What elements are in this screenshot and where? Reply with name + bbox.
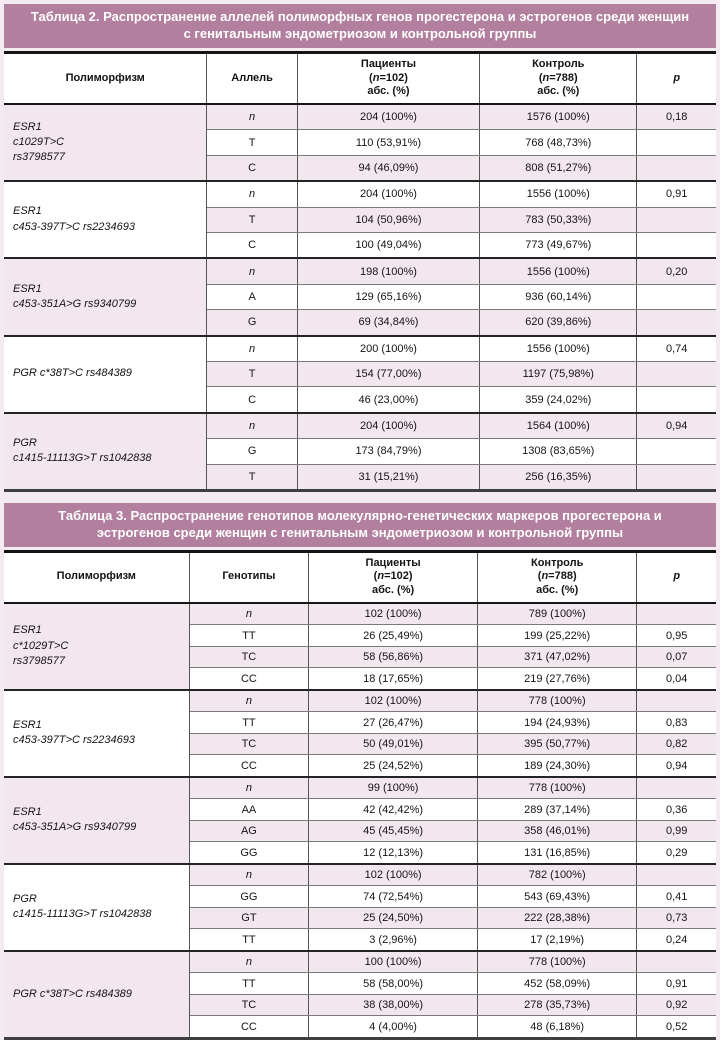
polymorphism-cell: ESR1 c453-397T>C rs2234693	[4, 690, 189, 777]
table-row	[4, 777, 716, 799]
control-value-cell: 278 (35,73%)	[477, 994, 636, 1016]
p-value-cell	[637, 232, 716, 258]
allele-genotype-cell: TT	[189, 973, 309, 995]
patients-value-cell: 204 (100%)	[297, 413, 479, 439]
control-value-cell: 1556 (100%)	[480, 181, 637, 207]
patients-value-cell: 69 (34,84%)	[297, 310, 479, 336]
table2-section	[4, 4, 716, 492]
control-value-cell: 358 (46,01%)	[477, 820, 636, 842]
allele-genotype-cell: T	[207, 464, 297, 490]
allele-genotype-cell: C	[207, 155, 297, 181]
allele-genotype-cell: T	[207, 361, 297, 386]
allele-genotype-cell: TC	[189, 733, 309, 755]
p-value-cell: 0,36	[637, 799, 716, 821]
control-value-cell: 1308 (83,65%)	[480, 439, 637, 464]
control-value-cell: 778 (100%)	[477, 951, 636, 973]
allele-genotype-cell: TT	[189, 929, 309, 951]
p-value-cell: 0,04	[637, 668, 716, 690]
patients-value-cell: 42 (42,42%)	[309, 799, 478, 821]
header-row	[4, 551, 716, 603]
control-value-cell: 371 (47,02%)	[477, 646, 636, 668]
p-value-cell: 0,99	[637, 820, 716, 842]
control-value-cell: 1197 (75,98%)	[480, 361, 637, 386]
patients-value-cell: 12 (12,13%)	[309, 842, 478, 864]
allele-genotype-cell: G	[207, 310, 297, 336]
control-value-cell: 194 (24,93%)	[477, 712, 636, 734]
table3-head	[4, 551, 716, 603]
allele-genotype-cell: T	[207, 130, 297, 155]
polymorphism-cell: ESR1 c*1029T>C rs3798577	[4, 603, 189, 690]
patients-value-cell: 94 (46,09%)	[297, 155, 479, 181]
control-value-cell: 395 (50,77%)	[477, 733, 636, 755]
control-value-cell: 1576 (100%)	[480, 104, 637, 130]
control-value-cell: 289 (37,14%)	[477, 799, 636, 821]
column-header-4: p	[637, 52, 716, 104]
table-row	[4, 181, 716, 207]
allele-genotype-cell: n	[189, 603, 309, 625]
p-value-cell: 0,18	[637, 104, 716, 130]
table-row	[4, 603, 716, 625]
patients-value-cell: 50 (49,01%)	[309, 733, 478, 755]
table-row	[4, 413, 716, 439]
p-value-cell: 0,24	[637, 929, 716, 951]
patients-value-cell: 154 (77,00%)	[297, 361, 479, 386]
p-value-cell: 0,95	[637, 625, 716, 647]
control-value-cell: 620 (39,86%)	[480, 310, 637, 336]
p-value-cell: 0,94	[637, 755, 716, 777]
p-value-cell	[637, 439, 716, 464]
control-value-cell: 452 (58,09%)	[477, 973, 636, 995]
column-header-2: Пациенты (n=102) абс. (%)	[309, 551, 478, 603]
patients-value-cell: 45 (45,45%)	[309, 820, 478, 842]
control-value-cell: 17 (2,19%)	[477, 929, 636, 951]
control-value-cell: 131 (16,85%)	[477, 842, 636, 864]
allele-genotype-cell: TT	[189, 625, 309, 647]
patients-value-cell: 27 (26,47%)	[309, 712, 478, 734]
control-value-cell: 222 (28,38%)	[477, 907, 636, 929]
allele-genotype-cell: n	[207, 104, 297, 130]
control-value-cell: 1556 (100%)	[480, 336, 637, 362]
column-header-1: Аллель	[207, 52, 297, 104]
header-row	[4, 52, 716, 104]
p-value-cell	[637, 690, 716, 712]
table-row	[4, 104, 716, 130]
patients-value-cell: 102 (100%)	[309, 864, 478, 886]
allele-distribution-table	[4, 51, 716, 492]
p-value-cell: 0,74	[637, 336, 716, 362]
polymorphism-cell: ESR1 c453-351A>G rs9340799	[4, 258, 207, 335]
table-row	[4, 258, 716, 284]
table2-title: Таблица 2. Распространение аллелей полиморфных генов прогестерона и эстрогенов среди женщин с генитальным эндометриозом и контрольной группы	[4, 4, 716, 48]
control-value-cell: 359 (24,02%)	[480, 387, 637, 413]
patients-value-cell: 4 (4,00%)	[309, 1016, 478, 1039]
allele-genotype-cell: TC	[189, 994, 309, 1016]
patients-value-cell: 104 (50,96%)	[297, 207, 479, 232]
allele-genotype-cell: n	[189, 951, 309, 973]
polymorphism-cell: PGR c1415-11113G>T rs1042838	[4, 864, 189, 951]
patients-value-cell: 58 (56,86%)	[309, 646, 478, 668]
table-row	[4, 951, 716, 973]
control-value-cell: 1564 (100%)	[480, 413, 637, 439]
allele-genotype-cell: G	[207, 439, 297, 464]
p-value-cell: 0,91	[637, 973, 716, 995]
allele-genotype-cell: n	[189, 777, 309, 799]
p-value-cell: 0,83	[637, 712, 716, 734]
patients-value-cell: 173 (84,79%)	[297, 439, 479, 464]
allele-genotype-cell: n	[207, 336, 297, 362]
table2-head	[4, 52, 716, 104]
allele-genotype-cell: n	[207, 181, 297, 207]
table3-section	[4, 503, 716, 1040]
control-value-cell: 778 (100%)	[477, 777, 636, 799]
patients-value-cell: 198 (100%)	[297, 258, 479, 284]
p-value-cell	[637, 864, 716, 886]
control-value-cell: 768 (48,73%)	[480, 130, 637, 155]
polymorphism-cell: PGR c1415-11113G>T rs1042838	[4, 413, 207, 491]
p-value-cell	[637, 155, 716, 181]
p-value-cell	[637, 207, 716, 232]
p-value-cell: 0,29	[637, 842, 716, 864]
control-value-cell: 219 (27,76%)	[477, 668, 636, 690]
column-header-2: Пациенты (n=102) абс. (%)	[297, 52, 479, 104]
polymorphism-cell: PGR c*38T>C rs484389	[4, 951, 189, 1039]
control-value-cell: 782 (100%)	[477, 864, 636, 886]
p-value-cell	[637, 603, 716, 625]
column-header-0: Полиморфизм	[4, 52, 207, 104]
column-header-0: Полиморфизм	[4, 551, 189, 603]
patients-value-cell: 58 (58,00%)	[309, 973, 478, 995]
p-value-cell	[637, 361, 716, 386]
allele-genotype-cell: n	[207, 258, 297, 284]
patients-value-cell: 46 (23,00%)	[297, 387, 479, 413]
patients-value-cell: 100 (100%)	[309, 951, 478, 973]
column-header-3: Контроль (n=788) абс. (%)	[477, 551, 636, 603]
p-value-cell	[637, 284, 716, 309]
table3-title: Таблица 3. Распространение генотипов молекулярно-генетических маркеров прогестерона и эстрогенов среди женщин с генитальным эндометриозом и контрольной группы	[4, 503, 716, 547]
allele-genotype-cell: CC	[189, 755, 309, 777]
p-value-cell: 0,41	[637, 886, 716, 908]
patients-value-cell: 102 (100%)	[309, 603, 478, 625]
allele-genotype-cell: n	[207, 413, 297, 439]
allele-genotype-cell: n	[189, 864, 309, 886]
control-value-cell: 783 (50,33%)	[480, 207, 637, 232]
column-header-3: Контроль (n=788) абс. (%)	[480, 52, 637, 104]
patients-value-cell: 25 (24,50%)	[309, 907, 478, 929]
control-value-cell: 1556 (100%)	[480, 258, 637, 284]
patients-value-cell: 100 (49,04%)	[297, 232, 479, 258]
allele-genotype-cell: AG	[189, 820, 309, 842]
allele-genotype-cell: CC	[189, 668, 309, 690]
p-value-cell: 0,91	[637, 181, 716, 207]
allele-genotype-cell: AA	[189, 799, 309, 821]
allele-genotype-cell: TT	[189, 712, 309, 734]
allele-genotype-cell: C	[207, 232, 297, 258]
allele-genotype-cell: CC	[189, 1016, 309, 1039]
table3-body	[4, 603, 716, 1039]
control-value-cell: 789 (100%)	[477, 603, 636, 625]
polymorphism-cell: ESR1 c1029T>C rs3798577	[4, 104, 207, 181]
p-value-cell: 0,07	[637, 646, 716, 668]
allele-genotype-cell: TC	[189, 646, 309, 668]
patients-value-cell: 18 (17,65%)	[309, 668, 478, 690]
patients-value-cell: 200 (100%)	[297, 336, 479, 362]
table-row	[4, 336, 716, 362]
control-value-cell: 773 (49,67%)	[480, 232, 637, 258]
table-row	[4, 864, 716, 886]
p-value-cell: 0,94	[637, 413, 716, 439]
patients-value-cell: 31 (15,21%)	[297, 464, 479, 490]
control-value-cell: 256 (16,35%)	[480, 464, 637, 490]
p-value-cell: 0,92	[637, 994, 716, 1016]
control-value-cell: 778 (100%)	[477, 690, 636, 712]
p-value-cell	[637, 464, 716, 490]
patients-value-cell: 110 (53,91%)	[297, 130, 479, 155]
tables-gap	[4, 492, 716, 503]
control-value-cell: 199 (25,22%)	[477, 625, 636, 647]
p-value-cell	[637, 130, 716, 155]
patients-value-cell: 38 (38,00%)	[309, 994, 478, 1016]
p-value-cell	[637, 310, 716, 336]
allele-genotype-cell: GG	[189, 886, 309, 908]
allele-genotype-cell: T	[207, 207, 297, 232]
column-header-4: p	[637, 551, 716, 603]
p-value-cell	[637, 387, 716, 413]
genotype-distribution-table	[4, 550, 716, 1040]
control-value-cell: 48 (6,18%)	[477, 1016, 636, 1039]
polymorphism-cell: ESR1 c453-397T>C rs2234693	[4, 181, 207, 258]
control-value-cell: 189 (24,30%)	[477, 755, 636, 777]
p-value-cell: 0,20	[637, 258, 716, 284]
patients-value-cell: 74 (72,54%)	[309, 886, 478, 908]
table-row	[4, 690, 716, 712]
allele-genotype-cell: A	[207, 284, 297, 309]
control-value-cell: 808 (51,27%)	[480, 155, 637, 181]
allele-genotype-cell: GT	[189, 907, 309, 929]
patients-value-cell: 102 (100%)	[309, 690, 478, 712]
p-value-cell	[637, 777, 716, 799]
patients-value-cell: 204 (100%)	[297, 181, 479, 207]
p-value-cell: 0,73	[637, 907, 716, 929]
allele-genotype-cell: n	[189, 690, 309, 712]
patients-value-cell: 26 (25,49%)	[309, 625, 478, 647]
polymorphism-cell: PGR c*38T>C rs484389	[4, 336, 207, 413]
column-header-1: Генотипы	[189, 551, 309, 603]
p-value-cell	[637, 951, 716, 973]
patients-value-cell: 25 (24,52%)	[309, 755, 478, 777]
patients-value-cell: 129 (65,16%)	[297, 284, 479, 309]
patients-value-cell: 3 (2,96%)	[309, 929, 478, 951]
control-value-cell: 543 (69,43%)	[477, 886, 636, 908]
table2-body	[4, 104, 716, 490]
patients-value-cell: 204 (100%)	[297, 104, 479, 130]
control-value-cell: 936 (60,14%)	[480, 284, 637, 309]
allele-genotype-cell: C	[207, 387, 297, 413]
polymorphism-cell: ESR1 c453-351A>G rs9340799	[4, 777, 189, 864]
allele-genotype-cell: GG	[189, 842, 309, 864]
p-value-cell: 0,52	[637, 1016, 716, 1039]
patients-value-cell: 99 (100%)	[309, 777, 478, 799]
p-value-cell: 0,82	[637, 733, 716, 755]
